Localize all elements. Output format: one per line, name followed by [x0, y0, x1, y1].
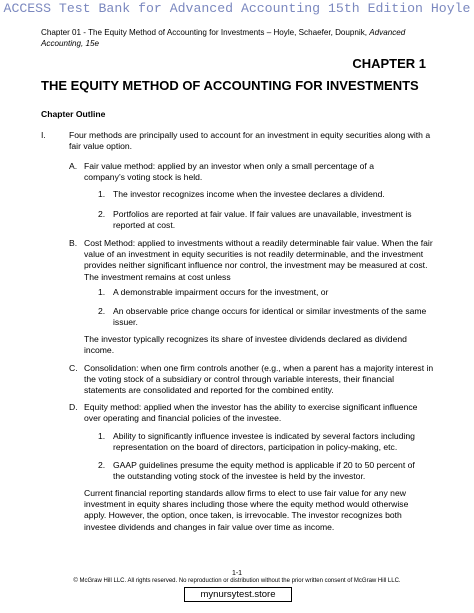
chapter-title: THE EQUITY METHOD OF ACCOUNTING FOR INVESTMENTS — [41, 78, 419, 93]
page-header — [41, 27, 441, 49]
section-marker: I. — [41, 130, 46, 140]
item-d-marker: D. — [69, 402, 78, 412]
item-b2-text: An observable price change occurs for identical or similar investments of the same issuer. — [113, 306, 427, 328]
item-a1-text: The investor recognizes income when the investee declares a dividend. — [113, 189, 385, 199]
item-d1-marker: 1. — [98, 431, 106, 441]
header-text: Chapter 01 - The Equity Method of Accounting for Investments – Hoyle, Schaefer, Doupnik, — [41, 28, 370, 37]
copyright-notice: © McGraw Hill LLC. All rights reserved. No reproduction or distribution without the prior written consent of McGraw Hill LLC. — [73, 578, 401, 584]
chapter-number: CHAPTER 1 — [352, 56, 426, 71]
page-number: 1-1 — [231, 570, 243, 577]
item-b1-text: A demonstrable impairment occurs for the investment, or — [113, 287, 329, 297]
item-d-text: Equity method: applied when the investor has the ability to exercise significant influence over operating and financial policies of the investee. — [84, 402, 418, 424]
item-a2-text: Portfolios are reported at fair value. If fair values are unavailable, investment is reported at cost. — [113, 209, 412, 231]
section-text: Four methods are principally used to account for an investment in equity securities along with a fair value option. — [69, 130, 431, 152]
banner-title: ACCESS Test Bank for Advanced Accounting 15th Edition Hoyle — [3, 1, 471, 16]
item-a-text: Fair value method: applied by an investor when only a small percentage of a company’s voting stock is held. — [84, 161, 374, 183]
item-a1-marker: 1. — [98, 189, 106, 199]
item-d2-text: GAAP guidelines presume the equity method is applicable if 20 to 50 percent of the outstanding voting stock of the investee is held by the investor. — [113, 460, 415, 482]
item-b2-marker: 2. — [98, 306, 106, 316]
item-a2-marker: 2. — [98, 209, 106, 219]
header-book-title: Advanced Accounting, 15e — [41, 28, 406, 48]
item-b-text: Cost Method: applied to investments without a readily determinable fair value. When the fair value of an investment in equity securities is not readily determinable, and the investment provides neither significant influence nor control, the investment may be measured at cost. The investment remains at cost unless — [84, 238, 433, 282]
item-b-marker: B. — [69, 238, 78, 248]
item-a-marker: A. — [69, 161, 78, 171]
item-b-after-text: The investor typically recognizes its share of investee dividends declared as dividend income. — [84, 334, 407, 356]
item-c-marker: C. — [69, 363, 78, 373]
item-d1-text: Ability to significantly influence investee is indicated by several factors including representation on the board of directors, participation in policy-making, etc. — [113, 431, 415, 453]
outline-heading: Chapter Outline — [41, 109, 106, 119]
closing-paragraph: Current financial reporting standards allow firms to elect to use fair value for any new investment in equity shares including those where the equity method would otherwise apply. However, the option, once taken, is irrevocable. The investor recognizes both investee dividends and changes in fair value over time as income. — [84, 488, 409, 532]
item-d2-marker: 2. — [98, 460, 106, 470]
watermark-stamp: mynursytest.store — [184, 587, 292, 602]
item-b1-marker: 1. — [98, 287, 106, 297]
item-c-text: Consolidation: when one firm controls another (e.g., when a parent has a majority interest in the voting stock of a subsidiary or control through variable interests, their financial statements are consolidated and reported for the combined entity. — [84, 363, 434, 396]
